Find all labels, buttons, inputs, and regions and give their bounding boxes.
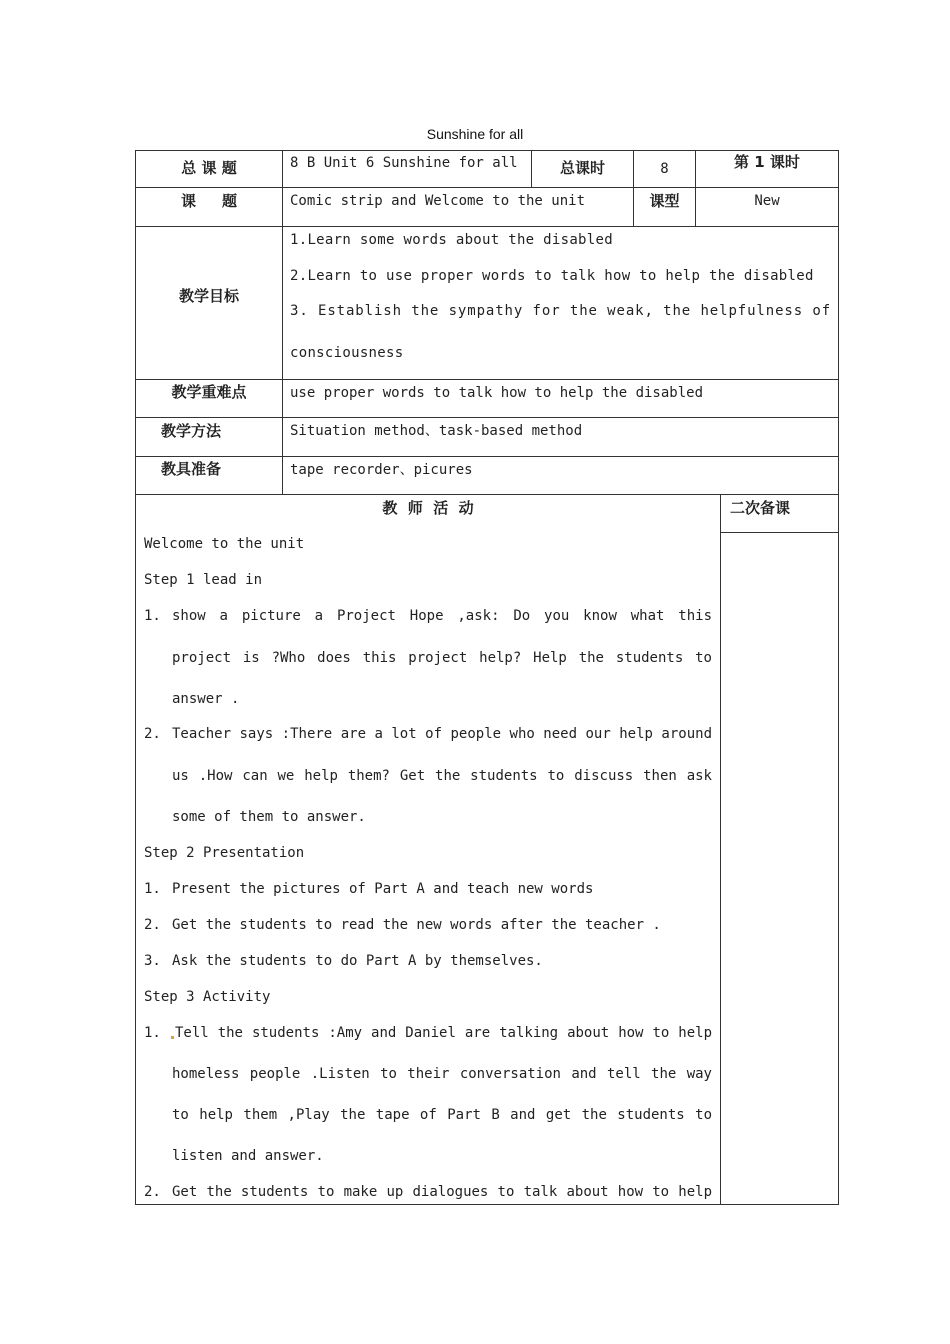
list-item-text: listen and answer. — [172, 1148, 324, 1164]
table-border — [135, 150, 839, 151]
list-number: 1. — [144, 608, 161, 624]
list-item-text: Ask the students to do Part A by themselves. — [172, 953, 543, 969]
table-border — [135, 187, 839, 188]
table-border — [135, 494, 839, 495]
list-item-text: Present the pictures of Part A and teach new words — [172, 881, 594, 897]
topic-value: 8 B Unit 6 Sunshine for all — [290, 155, 518, 171]
list-number: 2. — [144, 917, 161, 933]
table-border — [720, 494, 721, 1204]
methods-value: Situation method、task-based method — [290, 423, 583, 439]
objective-line: 2.Learn to use proper words to talk how to help the disabled — [290, 268, 814, 284]
list-number: 2. — [144, 726, 161, 742]
table-border — [720, 532, 839, 533]
list-item-text: Tell the students :Amy and Daniel are talking about how to help — [175, 1025, 712, 1041]
tools-value: tape recorder、picures — [290, 462, 473, 478]
objectives-label: 教学目标 — [178, 287, 239, 305]
topic-label: 总 课 题 — [181, 159, 237, 177]
table-border — [135, 417, 839, 418]
list-number: 1. — [144, 1025, 161, 1041]
key-points-value: use proper words to talk how to help the disabled — [290, 385, 704, 401]
lesson-type-value: New — [754, 193, 780, 209]
step-heading: Step 3 Activity — [144, 989, 271, 1005]
list-item-text: Teacher says :There are a lot of people who need our help around — [172, 726, 712, 742]
list-number: 3. — [144, 953, 161, 969]
list-item-text: project is ?Who does this project help? Help the students to — [172, 650, 712, 666]
lesson-number: 第 1 课时 — [734, 153, 800, 171]
list-item-text: Get the students to read the new words after the teacher . — [172, 917, 661, 933]
second-prep-header: 二次备课 — [730, 499, 791, 517]
key-points-label: 教学重难点 — [171, 383, 247, 401]
objective-line: 3. Establish the sympathy for the weak, the helpfulness of — [290, 303, 832, 319]
total-lessons-label: 总课时 — [559, 159, 605, 177]
list-number: 1. — [144, 881, 161, 897]
table-border — [135, 379, 839, 380]
objective-line: 1.Learn some words about the disabled — [290, 232, 613, 248]
section-heading: Welcome to the unit — [144, 536, 305, 552]
subject-value: Comic strip and Welcome to the unit — [290, 193, 586, 209]
list-item-text: to help them ,Play the tape of Part B and get the students to — [172, 1107, 712, 1123]
table-border — [135, 226, 839, 227]
lesson-type-label: 课型 — [649, 192, 680, 210]
list-item-text: Get the students to make up dialogues to talk about how to help — [172, 1184, 712, 1200]
teacher-activity-header: 教 师 活 动 — [382, 499, 474, 517]
table-border — [282, 150, 283, 494]
tools-label: 教具准备 — [161, 460, 222, 478]
total-lessons-value: 8 — [660, 161, 669, 177]
list-item-text: some of them to answer. — [172, 809, 366, 825]
subject-label: 课 题 — [180, 192, 238, 210]
list-item-text: answer . — [172, 691, 240, 707]
step-heading: Step 2 Presentation — [144, 845, 305, 861]
list-item-text: show a picture a Project Hope ,ask: Do you know what this — [172, 608, 712, 624]
list-item-text: us .How can we help them? Get the students to discuss then ask — [172, 768, 712, 784]
table-border — [135, 150, 136, 1205]
table-border — [135, 1204, 839, 1205]
list-number: 2. — [144, 1184, 161, 1200]
document-title: Sunshine for all — [426, 126, 524, 142]
marker-dot — [171, 1036, 174, 1039]
methods-label: 教学方法 — [161, 422, 222, 440]
list-item-text: homeless people .Listen to their conversation and tell the way — [172, 1066, 712, 1082]
table-border — [838, 150, 839, 1205]
table-border — [135, 456, 839, 457]
step-heading: Step 1 lead in — [144, 572, 263, 588]
objective-line: consciousness — [290, 345, 404, 361]
